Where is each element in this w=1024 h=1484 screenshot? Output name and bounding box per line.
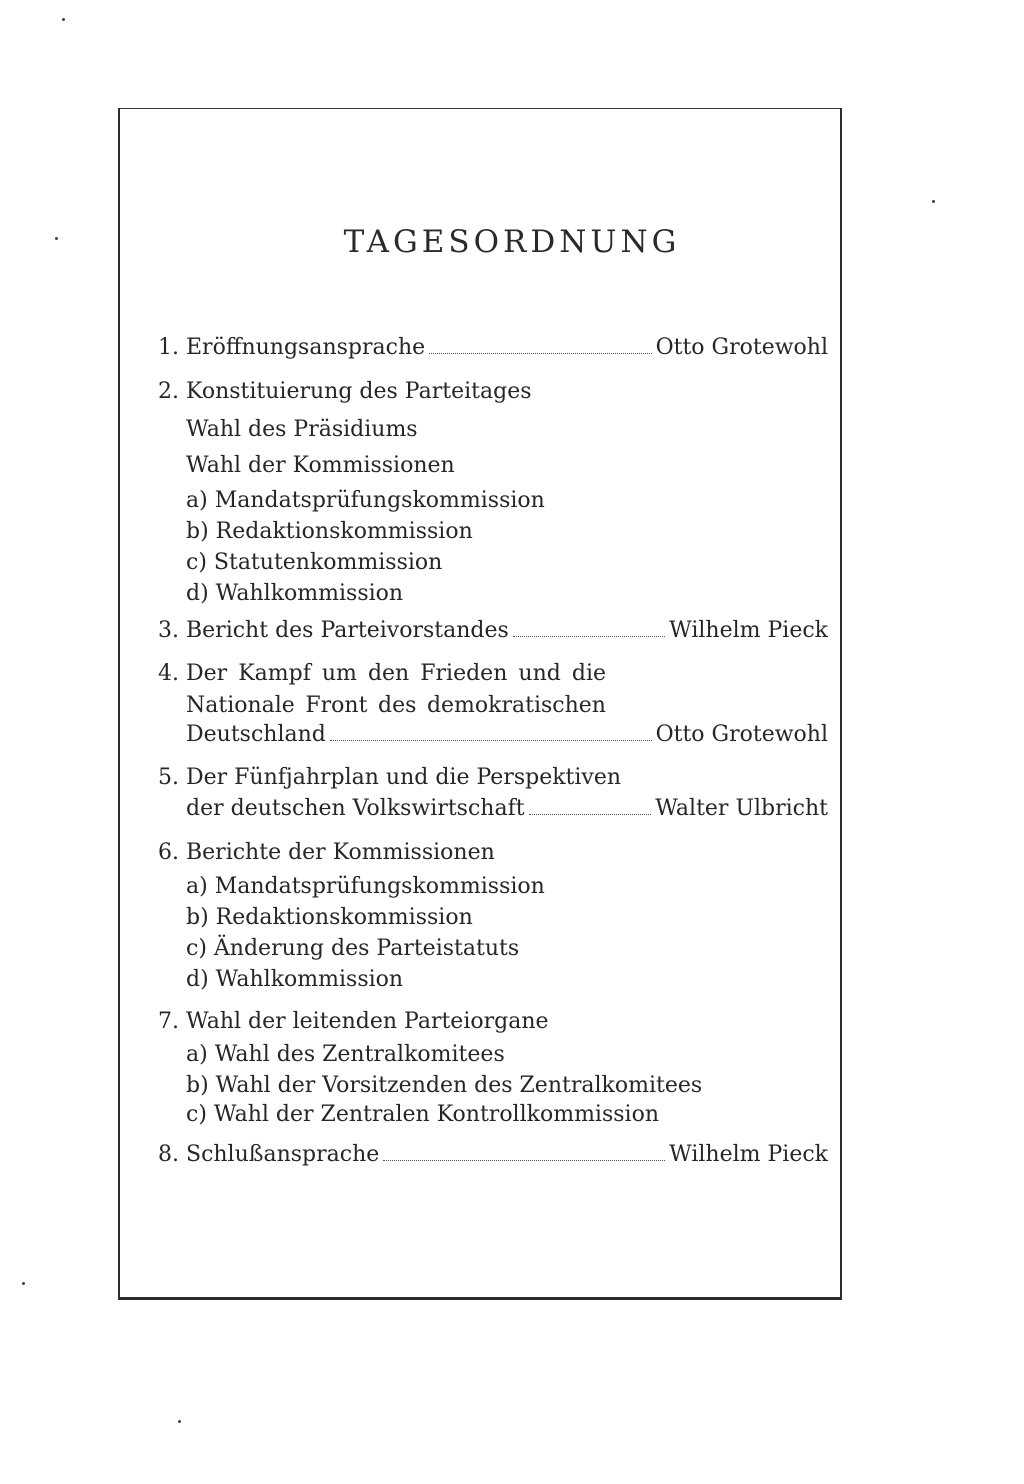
agenda-item-4-line-2 — [186, 692, 606, 720]
subitem — [186, 1101, 659, 1129]
subitem-letter: c) — [186, 936, 207, 961]
agenda-item-4-line-1 — [186, 660, 606, 688]
item-title: Wahl der leitenden Parteiorgane — [186, 1009, 549, 1034]
item-number: 6. — [158, 840, 179, 865]
subitem-text: Wahl des Zentralkomitees — [214, 1042, 505, 1067]
subitem — [186, 549, 442, 577]
subitem-letter: a) — [186, 874, 208, 899]
subitem-text: Wahl der Vorsitzenden des Zentralkomitees — [215, 1073, 703, 1098]
item-title: Konstituierung des Parteitages — [186, 379, 532, 404]
word: und — [518, 661, 561, 686]
subitem-letter: a) — [186, 488, 208, 513]
subitem — [186, 904, 473, 932]
item-number: 1. — [158, 335, 179, 360]
item-title-cont: der deutschen Volkswirtschaft — [186, 796, 525, 821]
scan-speck — [55, 237, 58, 240]
item-speaker: Otto Grotewohl — [655, 335, 828, 360]
subitem-text: Änderung des Parteistatuts — [213, 936, 520, 961]
subitem — [186, 1041, 505, 1069]
word: die — [571, 661, 606, 686]
subitem-text: Mandatsprüfungskommission — [214, 874, 545, 899]
item-speaker: Otto Grotewohl — [655, 722, 828, 747]
scan-speck — [932, 200, 935, 203]
subitem-letter: d) — [186, 967, 209, 992]
word: Front — [305, 693, 368, 718]
item-title: Bericht des Parteivorstandes — [186, 618, 509, 643]
page-title: TAGESORDNUNG — [343, 224, 681, 260]
agenda-item-7 — [158, 1008, 549, 1036]
item-title: Schlußansprache — [186, 1142, 380, 1167]
item-number: 5. — [158, 765, 179, 790]
leader-dots — [513, 636, 665, 637]
subitem-letter: b) — [186, 519, 209, 544]
subitem-letter: c) — [186, 550, 207, 575]
agenda-item-4-line-3 — [186, 721, 828, 749]
agenda-item-4-number: 4. — [158, 661, 179, 686]
subitem-text: Redaktionskommission — [215, 905, 473, 930]
agenda-item-6 — [158, 839, 495, 867]
subitem-letter: d) — [186, 581, 209, 606]
word: Nationale — [186, 693, 295, 718]
subitem — [186, 1072, 702, 1100]
subitem — [186, 518, 473, 546]
scan-speck — [22, 1282, 25, 1285]
item-title: Eröffnungsansprache — [186, 335, 426, 360]
subitem-text: Redaktionskommission — [215, 519, 473, 544]
word: um — [321, 661, 357, 686]
word: Kampf — [238, 661, 311, 686]
word: des — [377, 693, 417, 718]
item-title: Berichte der Kommissionen — [186, 840, 495, 865]
subitem-letter: c) — [186, 1102, 207, 1127]
item-number: 7. — [158, 1009, 179, 1034]
subitem-text: Wahl der Zentralen Kontrollkommission — [213, 1102, 659, 1127]
item-number: 3. — [158, 618, 179, 643]
agenda-item-8 — [158, 1141, 828, 1169]
subitem — [186, 935, 519, 963]
leader-dots — [429, 353, 651, 354]
leader-dots — [383, 1160, 665, 1161]
item-title: Der Fünfjahrplan und die Perspektiven — [186, 765, 622, 790]
agenda-item-1 — [158, 334, 828, 362]
subitem — [186, 873, 545, 901]
subitem — [186, 966, 403, 994]
item-speaker: Wilhelm Pieck — [669, 1142, 828, 1167]
word: Der — [186, 661, 228, 686]
subitem-letter: b) — [186, 1073, 209, 1098]
subitem-text: Statutenkommission — [213, 550, 443, 575]
leader-dots — [330, 740, 652, 741]
agenda-item-3 — [158, 617, 828, 645]
item-speaker: Walter Ulbricht — [655, 796, 828, 821]
subitem-text: Wahlkommission — [215, 581, 404, 606]
subitem-text: Mandatsprüfungskommission — [214, 488, 545, 513]
subitem-letter: a) — [186, 1042, 208, 1067]
subitem — [186, 487, 545, 515]
subitem-letter: b) — [186, 905, 209, 930]
item-title: Deutschland — [186, 722, 326, 747]
item-speaker: Wilhelm Pieck — [669, 618, 828, 643]
scan-speck — [62, 18, 65, 21]
word: den — [367, 661, 410, 686]
leader-dots — [529, 814, 652, 815]
item-sub-line: Wahl der Kommissionen — [186, 453, 455, 478]
item-number: 8. — [158, 1142, 179, 1167]
agenda-item-2 — [158, 378, 532, 406]
scan-speck — [178, 1420, 181, 1423]
word: demokratischen — [426, 693, 606, 718]
word: Frieden — [420, 661, 508, 686]
subitem — [186, 580, 403, 608]
agenda-item-5 — [158, 764, 621, 792]
subitem-text: Wahlkommission — [215, 967, 404, 992]
agenda-item-5-line-2 — [186, 795, 828, 823]
item-number: 2. — [158, 379, 179, 404]
item-sub-line: Wahl des Präsidiums — [186, 417, 418, 442]
